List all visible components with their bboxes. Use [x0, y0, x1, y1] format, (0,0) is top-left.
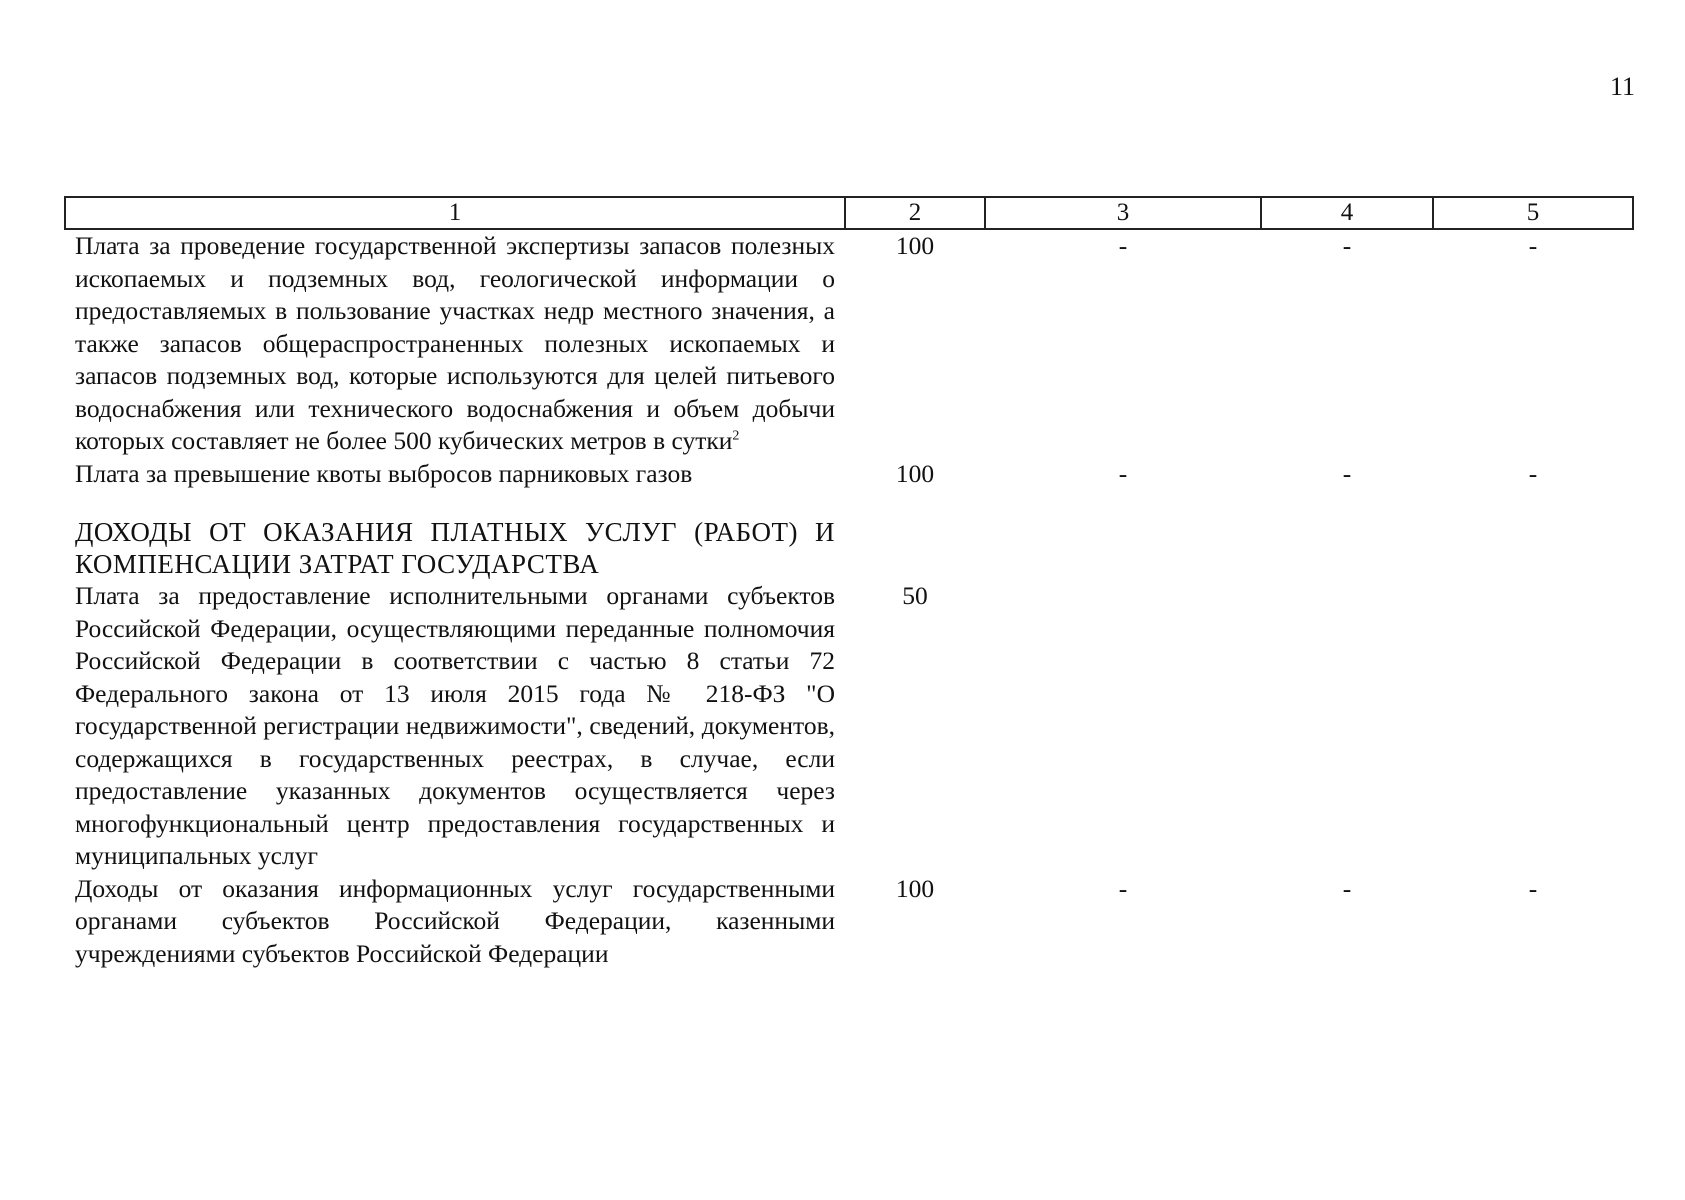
table-row: [65, 229, 1633, 458]
page-number: 11: [1609, 72, 1635, 101]
section-heading-row: [65, 516, 1633, 580]
row-value-col5: [1433, 580, 1633, 873]
spacer-row: [65, 490, 1633, 516]
row-value-col4: [1261, 580, 1433, 873]
row-value-col2: 100: [895, 873, 935, 903]
header-col-3: 3: [985, 197, 1261, 229]
row-description: [65, 229, 845, 458]
footnote-marker: 2: [732, 428, 740, 444]
row-description-text: Плата за проведение государственной экспертизы запасов полезных ископаемых и подземных вод, геологической информации о предоставляемых в пользование участках недр местного значения, а также запасов общераспространенных полезных ископаемых и запасов подземных вод, которые используются для целей питьевого водоснабжения или технического водоснабжения и объем добычи которых составляет не более 500 кубических метров в сутки: [75, 231, 835, 455]
revenue-table: [64, 196, 1634, 970]
row-value-col5: -: [1528, 231, 1538, 260]
header-row: [65, 197, 1633, 229]
table-header: [65, 197, 1633, 229]
header-col-5: 5: [1433, 197, 1633, 229]
row-value-col2: 100: [895, 458, 935, 488]
header-col-4: 4: [1261, 197, 1433, 229]
table-body: [65, 229, 1633, 970]
row-value-col5: -: [1528, 458, 1538, 488]
header-col-2: 2: [845, 197, 985, 229]
row-value-col5: -: [1528, 873, 1538, 903]
section-heading: ДОХОДЫ ОТ ОКАЗАНИЯ ПЛАТНЫХ УСЛУГ (РАБОТ) И КОМПЕНСАЦИИ ЗАТРАТ ГОСУДАРСТВА: [75, 517, 835, 579]
table-row: [65, 873, 1633, 971]
row-value-col2: 50: [902, 581, 928, 610]
row-value-col4: -: [1342, 231, 1352, 260]
table-row: [65, 458, 1633, 491]
revenue-table-container: [64, 196, 1632, 970]
spacer-cell: [65, 490, 1633, 516]
table-row: [65, 580, 1633, 873]
row-value-col3: -: [1118, 231, 1128, 260]
row-description: Плата за превышение квоты выбросов парниковых газов: [75, 458, 693, 488]
header-col-1: 1: [65, 197, 845, 229]
row-value-col4: -: [1342, 873, 1352, 903]
row-description: Доходы от оказания информационных услуг государственными органами субъектов Российской Федерации, казенными учреждениями субъектов Российской Федерации: [75, 873, 835, 968]
row-value-col3: [985, 580, 1261, 873]
row-value-col2: 100: [895, 231, 935, 260]
row-value-col4: -: [1342, 458, 1352, 488]
row-description: Плата за предоставление исполнительными органами субъектов Российской Федерации, осуществляющими переданные полномочия Российской Федерации в соответствии с частью 8 статьи 72 Федерального закона от 13 июля 2015 года № 218-ФЗ "О государственной регистрации недвижимости", сведений, документов, содержащихся в государственных реестрах, в случае, если предоставление указанных документов осуществляется через многофункциональный центр предоставления государственных и муниципальных услуг: [75, 581, 835, 870]
row-value-col3: -: [1118, 873, 1128, 903]
row-value-col3: -: [1118, 458, 1128, 488]
